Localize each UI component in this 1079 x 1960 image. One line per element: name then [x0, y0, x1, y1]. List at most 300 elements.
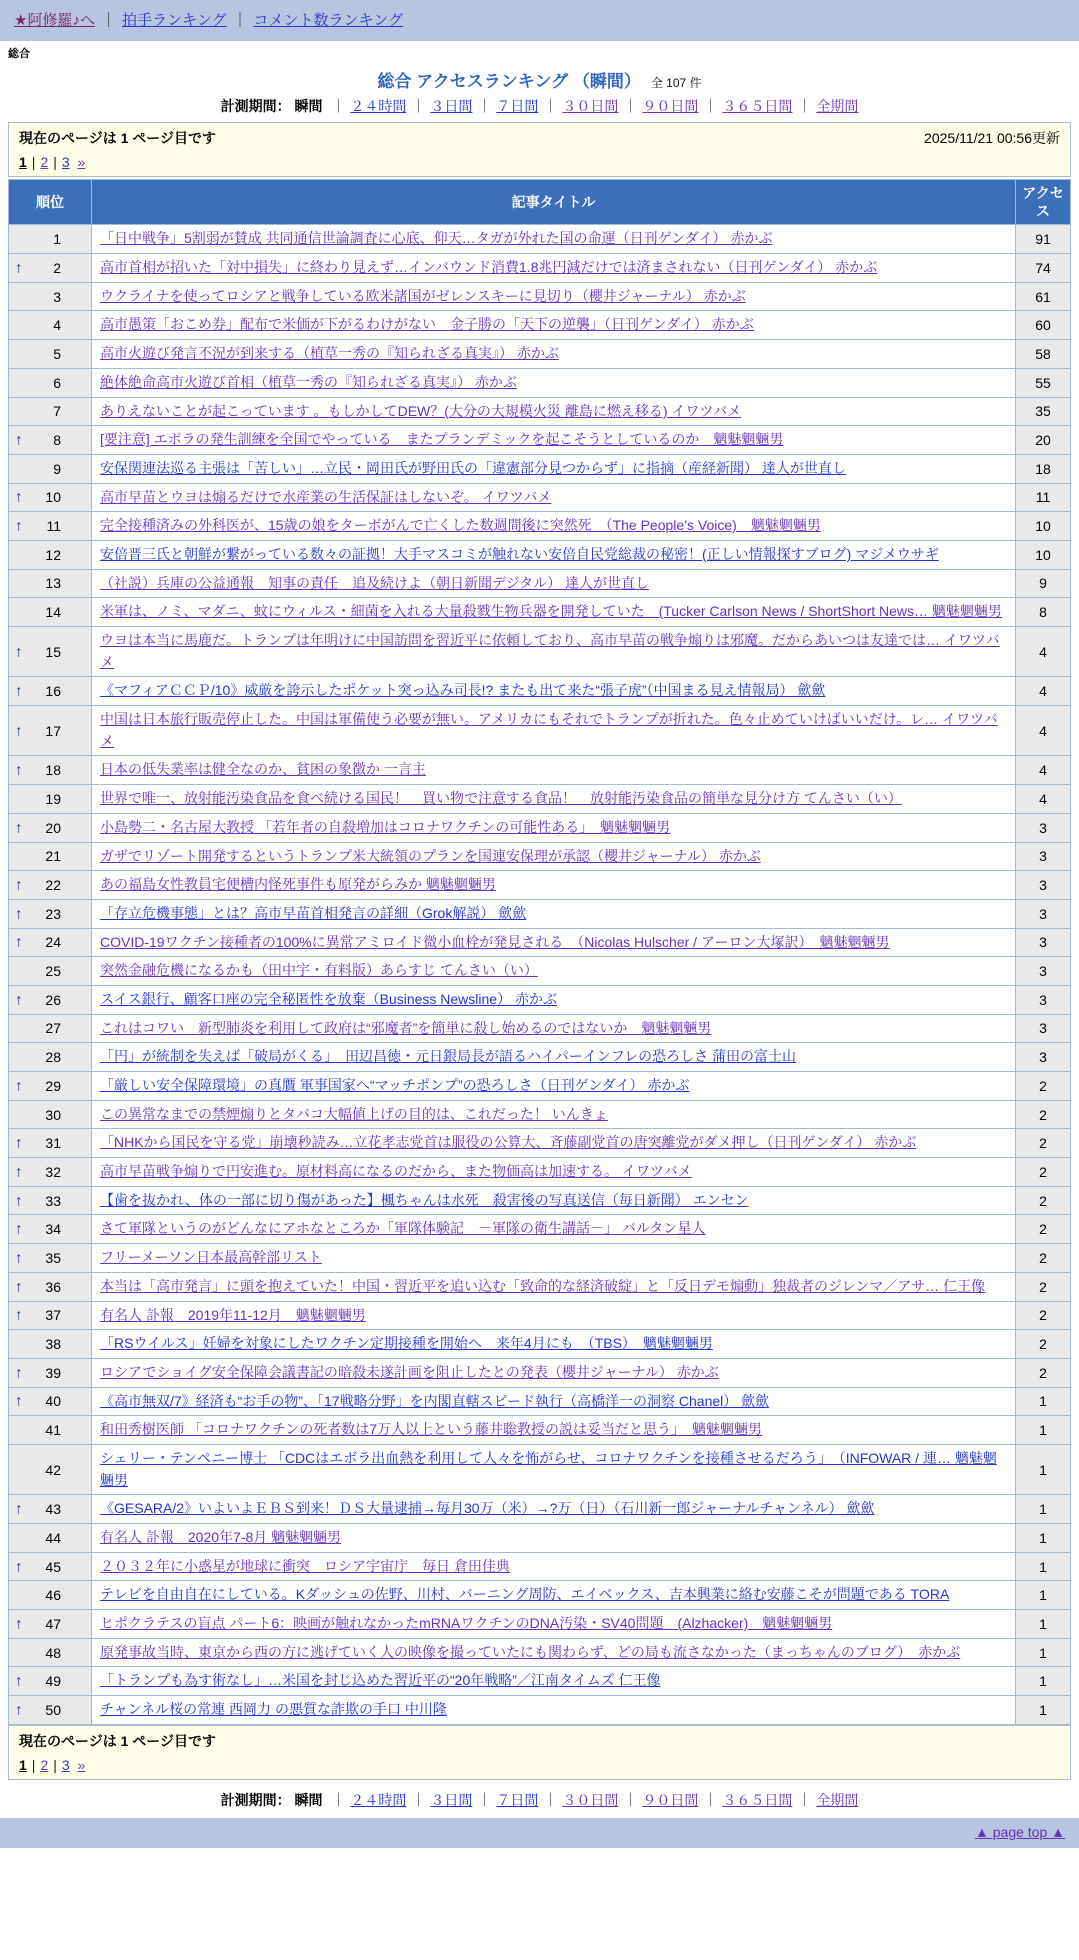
- article-title-link[interactable]: 「存立危機事態」とは？高市早苗首相発言の詳細（Grok解説） 歛歛: [100, 904, 527, 921]
- article-title-link[interactable]: 高市早苗戦争煽りで円安進む。原材料高になるのだから、また物価高は加速する。 イワツバメ: [100, 1163, 692, 1180]
- rank-number: 42: [45, 1461, 61, 1478]
- access-count: 4: [1016, 756, 1071, 785]
- nav-home-link[interactable]: ★阿修羅♪へ: [14, 12, 95, 29]
- article-title-link[interactable]: スイス銀行、顧客口座の完全秘匿性を放棄（Business Newsline） 赤かぶ: [100, 990, 557, 1007]
- period-separator: ｜: [703, 1791, 718, 1808]
- title-cell: [92, 282, 1016, 311]
- title-cell: [92, 1330, 1016, 1359]
- rank-number: 13: [45, 575, 61, 592]
- access-count: 1: [1016, 1444, 1071, 1494]
- column-header-access: アクセス: [1016, 180, 1071, 225]
- access-count: 4: [1016, 677, 1071, 706]
- table-row: [9, 706, 1071, 756]
- title-cell: [92, 1301, 1016, 1330]
- rank-cell: [9, 282, 92, 311]
- title-cell: [92, 426, 1016, 455]
- title-cell: [92, 512, 1016, 541]
- rank-number: 18: [45, 762, 61, 779]
- page-number-link[interactable]: 3: [61, 1756, 70, 1773]
- access-count: 2: [1016, 1072, 1071, 1101]
- rank-cell: [9, 785, 92, 814]
- rank-cell: [9, 1524, 92, 1553]
- article-title-link[interactable]: 《マフィアＣＣＰ/10》威厳を誇示したポケット突っ込み司長!? またも出て来た“張子虎”（中国まる見え情報局） 歛歛: [100, 682, 826, 699]
- rank-cell: [9, 1186, 92, 1215]
- rank-cell: [9, 540, 92, 569]
- access-count: 58: [1016, 340, 1071, 369]
- bottom-bar: [0, 1818, 1079, 1848]
- rank-up-arrow-icon: ↑: [15, 722, 23, 740]
- title-cell: [92, 225, 1016, 254]
- period-separator: ｜: [797, 98, 812, 114]
- access-count: 2: [1016, 1100, 1071, 1129]
- rank-cell: [9, 1581, 92, 1610]
- rank-cell: [9, 1416, 92, 1445]
- access-count: 2: [1016, 1330, 1071, 1359]
- table-row: [9, 957, 1071, 986]
- title-cell: [92, 1358, 1016, 1387]
- period-selector-top: [0, 96, 1079, 116]
- access-count: 3: [1016, 985, 1071, 1014]
- page-next-link[interactable]: »: [77, 154, 86, 170]
- table-row: [9, 512, 1071, 541]
- table-row: [9, 311, 1071, 340]
- article-title-link[interactable]: 「トランプも為す術なし」…米国を封じ込めた習近平の“20年戦略”／江南タイムズ 仁王像: [100, 1672, 661, 1689]
- access-count: 2: [1016, 1301, 1071, 1330]
- table-row: [9, 1387, 1071, 1416]
- title-cell: [92, 985, 1016, 1014]
- title-cell: [92, 1215, 1016, 1244]
- access-count: 20: [1016, 426, 1071, 455]
- access-count: 1: [1016, 1696, 1071, 1725]
- table-row: [9, 1186, 1071, 1215]
- rank-number: 7: [53, 403, 61, 420]
- article-title-link[interactable]: 「NHKから国民を守る党」崩壊秒読み…立花孝志党首は服役の公算大、斉藤副党首の唐突離党がダメ押し（日刊ゲンダイ） 赤かぶ: [100, 1134, 917, 1151]
- article-title-link[interactable]: チャンネル桜の常連 西岡力 の悪質な詐欺の手口 中川隆: [100, 1701, 447, 1718]
- rank-number: 31: [45, 1135, 61, 1152]
- table-row: [9, 598, 1071, 627]
- table-row: [9, 1667, 1071, 1696]
- rank-number: 47: [45, 1615, 61, 1632]
- rank-up-arrow-icon: ↑: [15, 761, 23, 779]
- period-option-link[interactable]: ３６５日間: [722, 98, 793, 114]
- table-row: [9, 426, 1071, 455]
- table-row: [9, 871, 1071, 900]
- period-option-link[interactable]: ９０日間: [642, 1791, 699, 1808]
- article-title-link[interactable]: 中国は日本旅行販売停止した。中国は軍備使う必要が無い。アメリカにもそれでトランプが折れた。色々止めていけばいいだけ。レ… イワツバメ: [100, 711, 998, 749]
- period-separator: ｜: [543, 1791, 558, 1808]
- table-row: [9, 1444, 1071, 1494]
- title-cell: [92, 1552, 1016, 1581]
- access-count: 2: [1016, 1186, 1071, 1215]
- current-page-text: 現在のページは 1 ページ目です: [19, 130, 217, 146]
- table-row: [9, 928, 1071, 957]
- title-cell: [92, 454, 1016, 483]
- table-row: [9, 1100, 1071, 1129]
- period-separator: ｜: [411, 1791, 426, 1808]
- rank-up-arrow-icon: ↑: [15, 259, 23, 277]
- access-count: 18: [1016, 454, 1071, 483]
- rank-number: 43: [45, 1501, 61, 1518]
- period-option-link[interactable]: ７日間: [496, 1791, 539, 1808]
- table-row: [9, 1301, 1071, 1330]
- access-count: 60: [1016, 311, 1071, 340]
- rank-number: 41: [45, 1422, 61, 1439]
- access-count: 61: [1016, 282, 1071, 311]
- rank-up-arrow-icon: ↑: [15, 819, 23, 837]
- access-count: 2: [1016, 1272, 1071, 1301]
- rank-number: 28: [45, 1049, 61, 1066]
- access-count: 3: [1016, 899, 1071, 928]
- title-cell: [92, 598, 1016, 627]
- rank-up-arrow-icon: ↑: [15, 1278, 23, 1296]
- rank-up-arrow-icon: ↑: [15, 1364, 23, 1382]
- access-count: 2: [1016, 1358, 1071, 1387]
- rank-number: 45: [45, 1558, 61, 1575]
- rank-cell: [9, 426, 92, 455]
- title-cell: [92, 1444, 1016, 1494]
- rank-number: 16: [45, 683, 61, 700]
- nav-comment-ranking-link[interactable]: コメント数ランキング: [253, 12, 404, 29]
- article-title-link[interactable]: 「厳しい安全保障環境」の真贋 軍事国家へ“マッチポンプ”の恐ろしさ（日刊ゲンダイ） 赤かぶ: [100, 1077, 690, 1093]
- period-label: 計測期間：: [220, 98, 291, 114]
- access-count: 2: [1016, 1215, 1071, 1244]
- access-count: 1: [1016, 1387, 1071, 1416]
- page-number-link[interactable]: 3: [61, 154, 70, 170]
- period-option-link[interactable]: 全期間: [816, 1791, 859, 1808]
- rank-cell: [9, 957, 92, 986]
- access-count: 3: [1016, 957, 1071, 986]
- rank-up-arrow-icon: ↑: [15, 1220, 23, 1238]
- article-title-link[interactable]: [要注意] エボラの発生訓練を全国でやっている またプランデミックを起こそうとしているのか 魑魅魍魎男: [100, 431, 784, 448]
- title-cell: [92, 957, 1016, 986]
- article-title-link[interactable]: ２０３２年に小惑星が地球に衝突 ロシア宇宙庁 毎日 倉田佳典: [100, 1557, 510, 1574]
- rank-up-arrow-icon: ↑: [15, 1558, 23, 1576]
- title-cell: [92, 756, 1016, 785]
- table-row: [9, 368, 1071, 397]
- article-title-link[interactable]: 《高市無双/7》経済も“お手の物”、「17戦略分野」を内閣直轄スピード執行（高橋洋一の洞察 Chanel） 歛歛: [100, 1392, 770, 1409]
- access-count: 9: [1016, 569, 1071, 598]
- access-count: 11: [1016, 483, 1071, 512]
- access-count: 3: [1016, 928, 1071, 957]
- category-label: 総合: [8, 48, 30, 60]
- rank-up-arrow-icon: ↑: [15, 905, 23, 923]
- article-title-link[interactable]: ありえないことが起こっています 。もしかしてDEW？(大分の大規模火災 離島に燃え移る) イワツバメ: [100, 402, 742, 419]
- rank-number: 8: [53, 432, 61, 449]
- nav-separator: ｜: [232, 12, 248, 29]
- rank-cell: [9, 1495, 92, 1524]
- access-count: 3: [1016, 813, 1071, 842]
- rank-number: 20: [45, 819, 61, 836]
- title-cell: [92, 871, 1016, 900]
- table-row: [9, 1014, 1071, 1043]
- title-cell: [92, 1610, 1016, 1639]
- updated-timestamp: 2025/11/21 00:56更新: [924, 130, 1060, 146]
- rank-cell: [9, 1272, 92, 1301]
- rank-number: 38: [45, 1336, 61, 1353]
- period-separator: ｜: [331, 98, 346, 114]
- period-separator: ｜: [477, 98, 492, 114]
- rank-cell: [9, 871, 92, 900]
- article-title-link[interactable]: ガザでリゾート開発するというトランプ米大統領のプランを国連安保理が承認（櫻井ジャーナル） 赤かぶ: [100, 847, 761, 864]
- article-title-link[interactable]: 突然金融危機になるかも（田中宇・有料版）あらすじ てんさい（い）: [100, 962, 538, 979]
- rank-cell: [9, 985, 92, 1014]
- period-current: 瞬間: [294, 98, 323, 114]
- title-cell: [92, 1100, 1016, 1129]
- rank-cell: [9, 813, 92, 842]
- column-header-rank: 順位: [9, 180, 92, 225]
- rank-number: 34: [45, 1221, 61, 1238]
- article-title-link[interactable]: 完全接種済みの外科医が、15歳の娘をターボがんで亡くした数週間後に突然死 （The People’s Voice) 魑魅魍魎男: [100, 517, 821, 534]
- rank-cell: [9, 1100, 92, 1129]
- period-selector-bottom: [0, 1790, 1079, 1810]
- title-cell: [92, 1524, 1016, 1553]
- table-row: [9, 1524, 1071, 1553]
- title-cell: [92, 540, 1016, 569]
- article-title-link[interactable]: 米軍は、ノミ、マダニ、蚊にウィルス・細菌を入れる大量殺戮生物兵器を開発していた (Tucker Carlson News / ShortShort News… 魑魅魍魎男: [100, 603, 1002, 620]
- table-row: [9, 1215, 1071, 1244]
- title-cell: [92, 1581, 1016, 1610]
- article-title-link[interactable]: 【歯を抜かれ、体の一部に切り傷があった】楓ちゃんは水死 殺害後の写真送信（毎日新聞） エンセン: [100, 1191, 749, 1208]
- rank-cell: [9, 598, 92, 627]
- rank-cell: [9, 397, 92, 426]
- title-cell: [92, 1186, 1016, 1215]
- period-option-link[interactable]: ７日間: [496, 98, 539, 114]
- access-count: 1: [1016, 1581, 1071, 1610]
- table-row: [9, 1581, 1071, 1610]
- access-count: 4: [1016, 627, 1071, 677]
- rank-cell: [9, 311, 92, 340]
- page-number-current: 1: [19, 1756, 27, 1773]
- rank-up-arrow-icon: ↑: [15, 1134, 23, 1152]
- title-cell: [92, 627, 1016, 677]
- period-option-link[interactable]: ２４時間: [350, 1791, 407, 1808]
- title-cell: [92, 1272, 1016, 1301]
- article-title-link[interactable]: 絶体絶命高市火遊び首相（植草一秀の『知られざる真実』） 赤かぶ: [100, 373, 517, 390]
- rank-cell: [9, 1043, 92, 1072]
- period-option-link[interactable]: ２４時間: [350, 98, 407, 114]
- article-title-link[interactable]: 日本の低失業率は健全なのか、貧困の象徴か 一言主: [100, 761, 426, 778]
- rank-cell: [9, 899, 92, 928]
- access-count: 1: [1016, 1495, 1071, 1524]
- table-row: [9, 225, 1071, 254]
- article-title-link[interactable]: （社説）兵庫の公益通報 知事の責任 追及続けよ（朝日新聞デジタル） 達人が世直し: [100, 574, 650, 591]
- access-count: 10: [1016, 512, 1071, 541]
- rank-cell: [9, 1387, 92, 1416]
- title-cell: [92, 311, 1016, 340]
- access-count: 2: [1016, 1244, 1071, 1273]
- article-title-link[interactable]: 「RSウイルス」妊婦を対象にしたワクチン定期接種を開始へ 来年4月にも （TBS） 魑魅魍魎男: [100, 1335, 713, 1352]
- table-row: [9, 1638, 1071, 1667]
- table-row: [9, 282, 1071, 311]
- access-count: 2: [1016, 1129, 1071, 1158]
- rank-up-arrow-icon: ↑: [15, 1500, 23, 1518]
- article-title-link[interactable]: 高市火遊び発言不況が到来する（植草一秀の『知られざる真実』） 赤かぶ: [100, 345, 559, 362]
- table-row: [9, 1495, 1071, 1524]
- rank-cell: [9, 1444, 92, 1494]
- article-title-link[interactable]: 高市愚策「おこめ券」配布で米価が下がるわけがない 金子勝の「天下の逆襲」（日刊ゲンダイ） 赤かぶ: [100, 316, 754, 333]
- rank-number: 29: [45, 1077, 61, 1094]
- title-cell: [92, 397, 1016, 426]
- rank-up-arrow-icon: ↑: [15, 1192, 23, 1210]
- table-row: [9, 1330, 1071, 1359]
- rank-number: 46: [45, 1587, 61, 1604]
- access-count: 1: [1016, 1552, 1071, 1581]
- article-title-link[interactable]: 高市首相が招いた「対中損失」に終わり見えず…インバウンド消費1.8兆円減だけでは済まされない（日刊ゲンダイ） 赤かぶ: [100, 259, 878, 276]
- access-count: 1: [1016, 1610, 1071, 1639]
- rank-up-arrow-icon: ↑: [15, 876, 23, 894]
- article-title-link[interactable]: ヒポクラテスの盲点 パート6：映画が触れなかったmRNAワクチンのDNA汚染・SV40問題 (Alzhacker) 魑魅魍魎男: [100, 1615, 833, 1632]
- rank-number: 39: [45, 1364, 61, 1381]
- rank-number: 40: [45, 1393, 61, 1410]
- page-number-current: 1: [19, 154, 27, 170]
- rank-up-arrow-icon: ↑: [15, 1249, 23, 1267]
- title-cell: [92, 1158, 1016, 1187]
- article-title-link[interactable]: フリーメーソン日本最高幹部リスト: [100, 1249, 322, 1266]
- article-title-link[interactable]: 小島勢二・名古屋大教授 「若年者の自殺増加はコロナワクチンの可能性ある」 魑魅魍魎男: [100, 818, 671, 835]
- pagination-bottom: [19, 1757, 1060, 1773]
- pagination-top: [19, 154, 1060, 170]
- article-title-link[interactable]: 有名人 訃報 2019年11-12月 魑魅魍魎男: [100, 1306, 366, 1323]
- rank-number: 23: [45, 905, 61, 922]
- rank-up-arrow-icon: ↑: [15, 682, 23, 700]
- period-option-link[interactable]: ３０日間: [562, 98, 619, 114]
- article-title-link[interactable]: 「円」が統制を失えば「破局がくる」 田辺昌徳・元日銀局長が語るハイパーインフレの恐ろしさ 蒲田の富士山: [100, 1048, 797, 1065]
- rank-cell: [9, 842, 92, 871]
- page-info-box-bottom: [8, 1725, 1071, 1780]
- table-row: [9, 1158, 1071, 1187]
- page-top-link[interactable]: ▲ page top ▲: [975, 1823, 1065, 1840]
- rank-number: 35: [45, 1249, 61, 1266]
- access-count: 1: [1016, 1524, 1071, 1553]
- rank-cell: [9, 225, 92, 254]
- title-cell: [92, 1387, 1016, 1416]
- article-title-link[interactable]: 安保関連法巡る主張は「苦しい」…立民・岡田氏が野田氏の「違憲部分見つからず」に指摘（産経新聞） 達人が世直し: [100, 459, 846, 476]
- rank-cell: [9, 1696, 92, 1725]
- rank-cell: [9, 706, 92, 756]
- rank-cell: [9, 569, 92, 598]
- article-title-link[interactable]: 和田秀樹医師 「コロナワクチンの死者数は7万人以上という藤井聡教授の説は妥当だと思う」 魑魅魍魎男: [100, 1421, 762, 1438]
- title-cell: [92, 1043, 1016, 1072]
- article-title-link[interactable]: シェリー・テンペニー博士 「CDCはエボラ出血熱を利用して人々を怖がらせ、コロナワクチンを接種させるだろう」 （INFOWAR / 連… 魑魅魍魎男: [100, 1449, 997, 1488]
- article-title-link[interactable]: 「日中戦争」5割弱が賛成 共同通信世論調査に心底、仰天…タガが外れた国の命運（日刊ゲンダイ） 赤かぶ: [100, 230, 773, 247]
- nav-clap-ranking-link[interactable]: 拍手ランキング: [121, 12, 227, 29]
- rank-cell: [9, 1072, 92, 1101]
- period-option-link[interactable]: 全期間: [816, 98, 859, 114]
- table-row: [9, 1129, 1071, 1158]
- rank-number: 3: [53, 288, 61, 305]
- period-option-link[interactable]: ９０日間: [642, 98, 699, 114]
- article-title-link[interactable]: 本当は「高市発言」に頭を抱えていた！中国・習近平を追い込む「致命的な経済破綻」と「反日デモ煽動」独裁者のジレンマ／アサ… 仁王像: [100, 1277, 986, 1294]
- access-count: 74: [1016, 254, 1071, 283]
- table-row: [9, 254, 1071, 283]
- rank-number: 48: [45, 1644, 61, 1661]
- rank-up-arrow-icon: ↑: [15, 1701, 23, 1719]
- access-count: 1: [1016, 1416, 1071, 1445]
- rank-cell: [9, 677, 92, 706]
- table-row: [9, 813, 1071, 842]
- period-option-link[interactable]: ３６５日間: [722, 1791, 793, 1808]
- table-row: [9, 1358, 1071, 1387]
- rank-number: 25: [45, 963, 61, 980]
- rank-number: 17: [45, 722, 61, 739]
- rank-up-arrow-icon: ↑: [15, 1163, 23, 1181]
- rank-number: 2: [53, 259, 61, 276]
- rank-cell: [9, 512, 92, 541]
- period-option-link[interactable]: ３日間: [430, 98, 473, 114]
- rank-number: 5: [53, 345, 61, 362]
- rank-up-arrow-icon: ↑: [15, 643, 23, 661]
- table-row: [9, 1072, 1071, 1101]
- rank-number: 1: [53, 231, 61, 248]
- access-count: 3: [1016, 871, 1071, 900]
- article-title-link[interactable]: さて軍隊というのがどんなにアホなところか「軍隊体験記 －軍隊の衛生講話－」 バルタン星人: [100, 1220, 706, 1237]
- rank-up-arrow-icon: ↑: [15, 1077, 23, 1095]
- table-row: [9, 677, 1071, 706]
- title-cell: [92, 254, 1016, 283]
- title-cell: [92, 899, 1016, 928]
- rank-cell: [9, 627, 92, 677]
- access-count: 4: [1016, 706, 1071, 756]
- rank-cell: [9, 1215, 92, 1244]
- rank-number: 15: [45, 643, 61, 660]
- rank-up-arrow-icon: ↑: [15, 1615, 23, 1633]
- page-next-link[interactable]: »: [77, 1756, 86, 1773]
- article-title-link[interactable]: テレビを自由自在にしている。Kダッシュの佐野、川村、バーニング周防、エイベックス、吉本興業に絡む安藤こそが問題である TORA: [100, 1586, 950, 1603]
- rank-up-arrow-icon: ↑: [15, 517, 23, 535]
- title-cell: [92, 483, 1016, 512]
- page-title: [0, 67, 1079, 92]
- article-title-link[interactable]: 有名人 訃報 2020年7-8月 魑魅魍魎男: [100, 1529, 342, 1545]
- article-title-link[interactable]: ウヨは本当に馬鹿だ。トランプは年明けに中国訪問を習近平に依頼しており、高市早苗の戦争煽りは邪魔。だからあいつは友達では… イワツバメ: [100, 632, 1000, 670]
- rank-number: 12: [45, 546, 61, 563]
- page-number-link[interactable]: 2: [40, 1756, 49, 1773]
- article-title-link[interactable]: ロシアでショイグ安全保障会議書記の暗殺未遂計画を阻止したとの発表（櫻井ジャーナル） 赤かぶ: [100, 1363, 719, 1380]
- rank-number: 49: [45, 1673, 61, 1690]
- access-count: 8: [1016, 598, 1071, 627]
- rank-cell: [9, 368, 92, 397]
- table-row: [9, 985, 1071, 1014]
- rank-number: 14: [45, 604, 61, 621]
- rank-cell: [9, 756, 92, 785]
- rank-number: 33: [45, 1192, 61, 1209]
- rank-number: 22: [45, 877, 61, 894]
- article-title-link[interactable]: 高市早苗とウヨは煽るだけで水産業の生活保証はしないぞ。 イワツバメ: [100, 488, 552, 505]
- title-cell: [92, 1696, 1016, 1725]
- rank-up-arrow-icon: ↑: [15, 1392, 23, 1410]
- rank-number: 4: [53, 317, 61, 334]
- access-count: 1: [1016, 1667, 1071, 1696]
- article-title-link[interactable]: この異常なまでの禁煙煽りとタバコ大幅値上げの目的は、これだった！ いんきょ: [100, 1105, 608, 1122]
- ranking-table: [8, 179, 1071, 1725]
- period-option-link[interactable]: ３０日間: [562, 1791, 619, 1808]
- article-title-link[interactable]: 原発事故当時、東京から西の方に逃げていく人の映像を撮っていたにも関わらず、どの局も流さなかった（まっちゃんのブログ） 赤かぶ: [100, 1643, 961, 1660]
- article-title-link[interactable]: これはコワい 新型肺炎を利用して政府は“邪魔者”を簡単に殺し始めるのではないか 魑魅魍魎男: [100, 1019, 712, 1036]
- article-title-link[interactable]: COVID-19ワクチン接種者の100%に異常アミロイド微小血栓が発見される （Nicolas Hulscher / アーロン大塚訳） 魑魅魍魎男: [100, 933, 890, 950]
- rank-number: 24: [45, 934, 61, 951]
- period-separator: ｜: [477, 1791, 492, 1808]
- period-option-link[interactable]: ３日間: [430, 1791, 473, 1808]
- rank-up-arrow-icon: ↑: [15, 1306, 23, 1324]
- article-title-link[interactable]: あの福島女性教員宅便槽内怪死事件も原発がらみか 魑魅魍魎男: [100, 876, 496, 893]
- rank-cell: [9, 1244, 92, 1273]
- article-title-link[interactable]: 安倍晋三氏と朝鮮が繋がっている数々の証拠！大手マスコミが触れない安倍自民党総裁の秘密！(正しい情報探すブログ) マジメウサギ: [100, 545, 939, 562]
- article-title-link[interactable]: 《GESARA/2》いよいよＥＢＳ到来！ＤＳ大量逮捕→毎月30万（米）→?万（日）（石川新一郎ジャーナルチャンネル） 歛歛: [100, 1500, 875, 1517]
- access-count: 1: [1016, 1638, 1071, 1667]
- page-number-link[interactable]: 2: [40, 154, 49, 170]
- article-title-link[interactable]: ウクライナを使ってロシアと戦争している欧米諸国がゼレンスキーに見切り（櫻井ジャーナル） 赤かぶ: [100, 287, 746, 304]
- article-title-link[interactable]: 世界で唯一、放射能汚染食品を食べ続ける国民！ 買い物で注意する食品！ 放射能汚染食品の簡単な見分け方 てんさい（い）: [100, 790, 902, 807]
- access-count: 3: [1016, 1014, 1071, 1043]
